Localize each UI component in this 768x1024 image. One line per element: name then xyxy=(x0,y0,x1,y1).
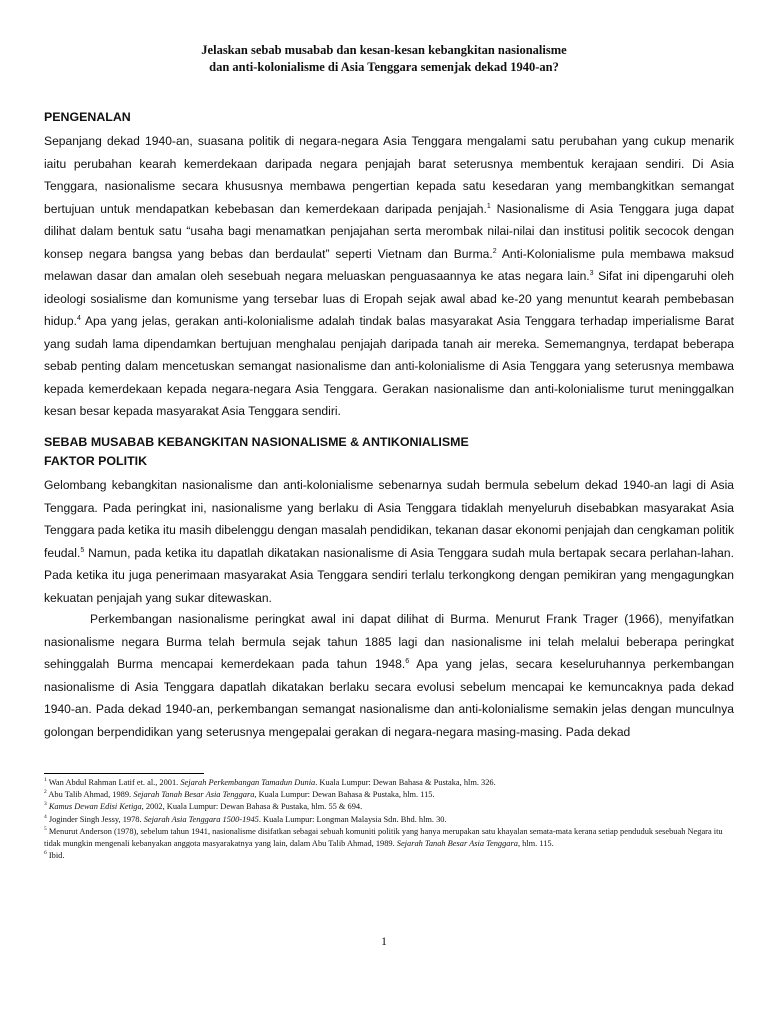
text-run: Apa yang jelas, secara keseluruhannya perkembangan nasionalisme di Asia Tenggara dapatlah dikatakan berlaku secara evolusi sebelum mencapai ke kemuncaknya pada dekad 1940-an. Pada dekad 1940-an, perkembangan semangat nasionalisme dan anti-kolonialisme semakin jelas dengan munculnya golongan berpendidikan yang seterusnya mengepalai gerakan di negara-negara masing-masing. Pada dekad xyxy=(44,657,734,739)
footnote-text: Wan Abdul Rahman Latif et. al., 2001. xyxy=(46,778,181,787)
page-number: 1 xyxy=(381,934,387,948)
footnote-ref[interactable]: 5 xyxy=(80,546,85,554)
footnote-separator xyxy=(44,773,204,774)
footnote-number: 4 xyxy=(44,813,47,820)
footnote-title: Sejarah Perkembangan Tamadun Dunia xyxy=(180,778,316,787)
subheading-faktor-politik: FAKTOR POLITIK xyxy=(44,454,148,468)
paragraph-faktor-politik-2 xyxy=(44,608,734,743)
footnote-text: , 2002, Kuala Lumpur: Dewan Bahasa & Pustaka, hlm. 55 & 694. xyxy=(141,802,363,812)
title-line-2: dan anti-kolonialisme di Asia Tenggara semenjak dekad 1940-an? xyxy=(209,60,559,74)
footnote-title: Sejarah Tanah Besar Asia Tenggara xyxy=(133,790,255,800)
footnote-text: , Kuala Lumpur: Dewan Bahasa & Pustaka, hlm. 115. xyxy=(254,790,435,800)
footnote-ref[interactable]: 6 xyxy=(405,657,410,665)
footnote-number: 5 xyxy=(44,826,47,833)
footnote-number: 2 xyxy=(44,789,47,796)
footnote-ref[interactable]: 2 xyxy=(492,247,497,255)
text-run: Sepanjang dekad 1940-an, suasana politik di negara-negara Asia Tenggara mengalami satu perubahan yang cukup menarik iaitu perubahan kearah kemerdekaan daripada negara penjajah barat seterusnya membentuk kerajaan sendiri. Di Asia Tenggara, nasionalisme secara khususnya membawa pengertian kepada satu kesedaran yang membangkitkan semangat bertujuan untuk mendapatkan kebebasan dan kemerdekaan daripada penjajah. xyxy=(44,134,734,216)
footnote-text: Abu Talib Ahmad, 1989. xyxy=(46,790,134,800)
text-run: Nasionalisme di Asia Tenggara juga dapat dilihat dalam bentuk satu “usaha bagi menamatkan penjajahan serta merombak nilai-nilai dan institusi politik secocok dengan konsep negara bangsa yang bebas dan berdaulat” seperti Vietnam dan Burma. xyxy=(44,201,734,261)
footnote-text: , hlm. 115. xyxy=(517,839,554,849)
footnote-title: Kamus Dewan Edisi Ketiga xyxy=(48,802,142,812)
footnote-text: . Kuala Lumpur: Dewan Bahasa & Pustaka, hlm. 326. xyxy=(315,778,496,787)
footnote-number: 6 xyxy=(44,850,47,857)
footnote-text: Ibid. xyxy=(46,851,65,861)
footnotes xyxy=(44,777,734,862)
text-run: Namun, pada ketika itu dapatlah dikatakan nasionalisme di Asia Tenggara sudah mula bertapak secara perlahan-lahan. Pada ketika itu juga penerimaan masyarakat Asia Tenggara sendiri terlalu terkongkong dengan pemikiran yang mengagungkan kekuatan penjajah yang sukar ditewaskan. xyxy=(44,545,734,605)
title-line-1: Jelaskan sebab musabab dan kesan-kesan kebangkitan nasionalisme xyxy=(201,43,567,57)
footnote-item xyxy=(44,826,734,850)
heading-sebab-musabab: SEBAB MUSABAB KEBANGKITAN NASIONALISME & ANTIKONIALISME xyxy=(44,435,469,449)
footnote-item xyxy=(44,801,734,813)
footnote-ref[interactable]: 3 xyxy=(589,269,594,277)
text-run: Apa yang jelas, gerakan anti-kolonialisme adalah tindak balas masyarakat Asia Tenggara terhadap imperialisme Barat yang sudah lama dipendamkan bertujuan menghalau penjajah daripada tanah air mereka. Sememangnya, terdapat beberapa sebab penting dalam mencetuskan semangat nasionalisme dan anti-kolonialisme di Asia Tenggara yang seterusnya membawa kepada kemerdekaan kepada negara-negara Asia Tenggara. Gerakan nasionalisme dan anti-kolonialisme turut meninggalkan kesan besar kepada masyarakat Asia Tenggara sendiri. xyxy=(44,314,734,418)
text-run: Anti-Kolonialisme pula membawa maksud melawan dasar dan amalan oleh sesebuah negara meluaskan penguasaannya ke atas negara lain. xyxy=(44,246,734,283)
footnote-title: Sejarah Asia Tenggara 1500-1945 xyxy=(143,814,259,824)
footnote-item xyxy=(44,777,734,789)
footnote-number: 3 xyxy=(44,801,47,808)
text-run: Perkembangan nasionalisme peringkat awal ini dapat dilihat di Burma. Menurut Frank Trager (1966), menyifatkan nasionalisme negara Burma telah bermula sejak tahun 1885 lagi dan nasionalisme ini telah melalui beberapa peringkat sehinggalah Burma mencapai kemerdekaan pada tahun 1948. xyxy=(44,612,734,671)
footnote-text: Menurut Anderson (1978), sebelum tahun 1941, nasionalisme disifatkan sebagai sebuah komuniti politik yang hanya merupakan satu khayalan semata-mata kerana setiap penduduk sesebuah Negara itu tidak mungkin mengenali kebanyakan anggota masyarakatnya yang lain, dalam Abu Talib Ahmad, 1989. xyxy=(44,826,723,849)
paragraph-faktor-politik-1 xyxy=(44,474,734,609)
footnote-ref[interactable]: 1 xyxy=(486,202,491,210)
text-run: Sifat ini dipengaruhi oleh ideologi sosialisme dan komunisme yang tersebar luas di Eropah sejak awal abad ke-20 yang menuntut kearah pembebasan hidup. xyxy=(44,269,734,328)
footnote-item xyxy=(44,850,734,862)
footnote-item xyxy=(44,789,734,801)
footnote-item xyxy=(44,814,734,826)
footnote-text: Joginder Singh Jessy, 1978. xyxy=(46,814,144,824)
paragraph-pengenalan xyxy=(44,130,734,423)
footnote-text: . Kuala Lumpur: Longman Malaysia Sdn. Bhd. hlm. 30. xyxy=(258,814,447,824)
footnote-number: 1 xyxy=(44,777,47,784)
text-run: Gelombang kebangkitan nasionalisme dan anti-kolonialisme sebenarnya sudah bermula sebelum dekad 1940-an lagi di Asia Tenggara. Pada peringkat ini, nasionalisme yang berlaku di Asia Tenggara tidaklah menyeluruh disebabkan masyarakat Asia Tenggara pada ketika itu masih dibelenggu dengan masalah pendidikan, tekanan dasar ekonomi penjajah dan cengkaman politik feudal. xyxy=(44,478,734,560)
document-title xyxy=(60,42,708,76)
footnote-title: Sejarah Tanah Besar Asia Tenggara xyxy=(396,839,518,849)
heading-pengenalan: PENGENALAN xyxy=(44,110,131,124)
footnote-ref[interactable]: 4 xyxy=(76,314,81,322)
